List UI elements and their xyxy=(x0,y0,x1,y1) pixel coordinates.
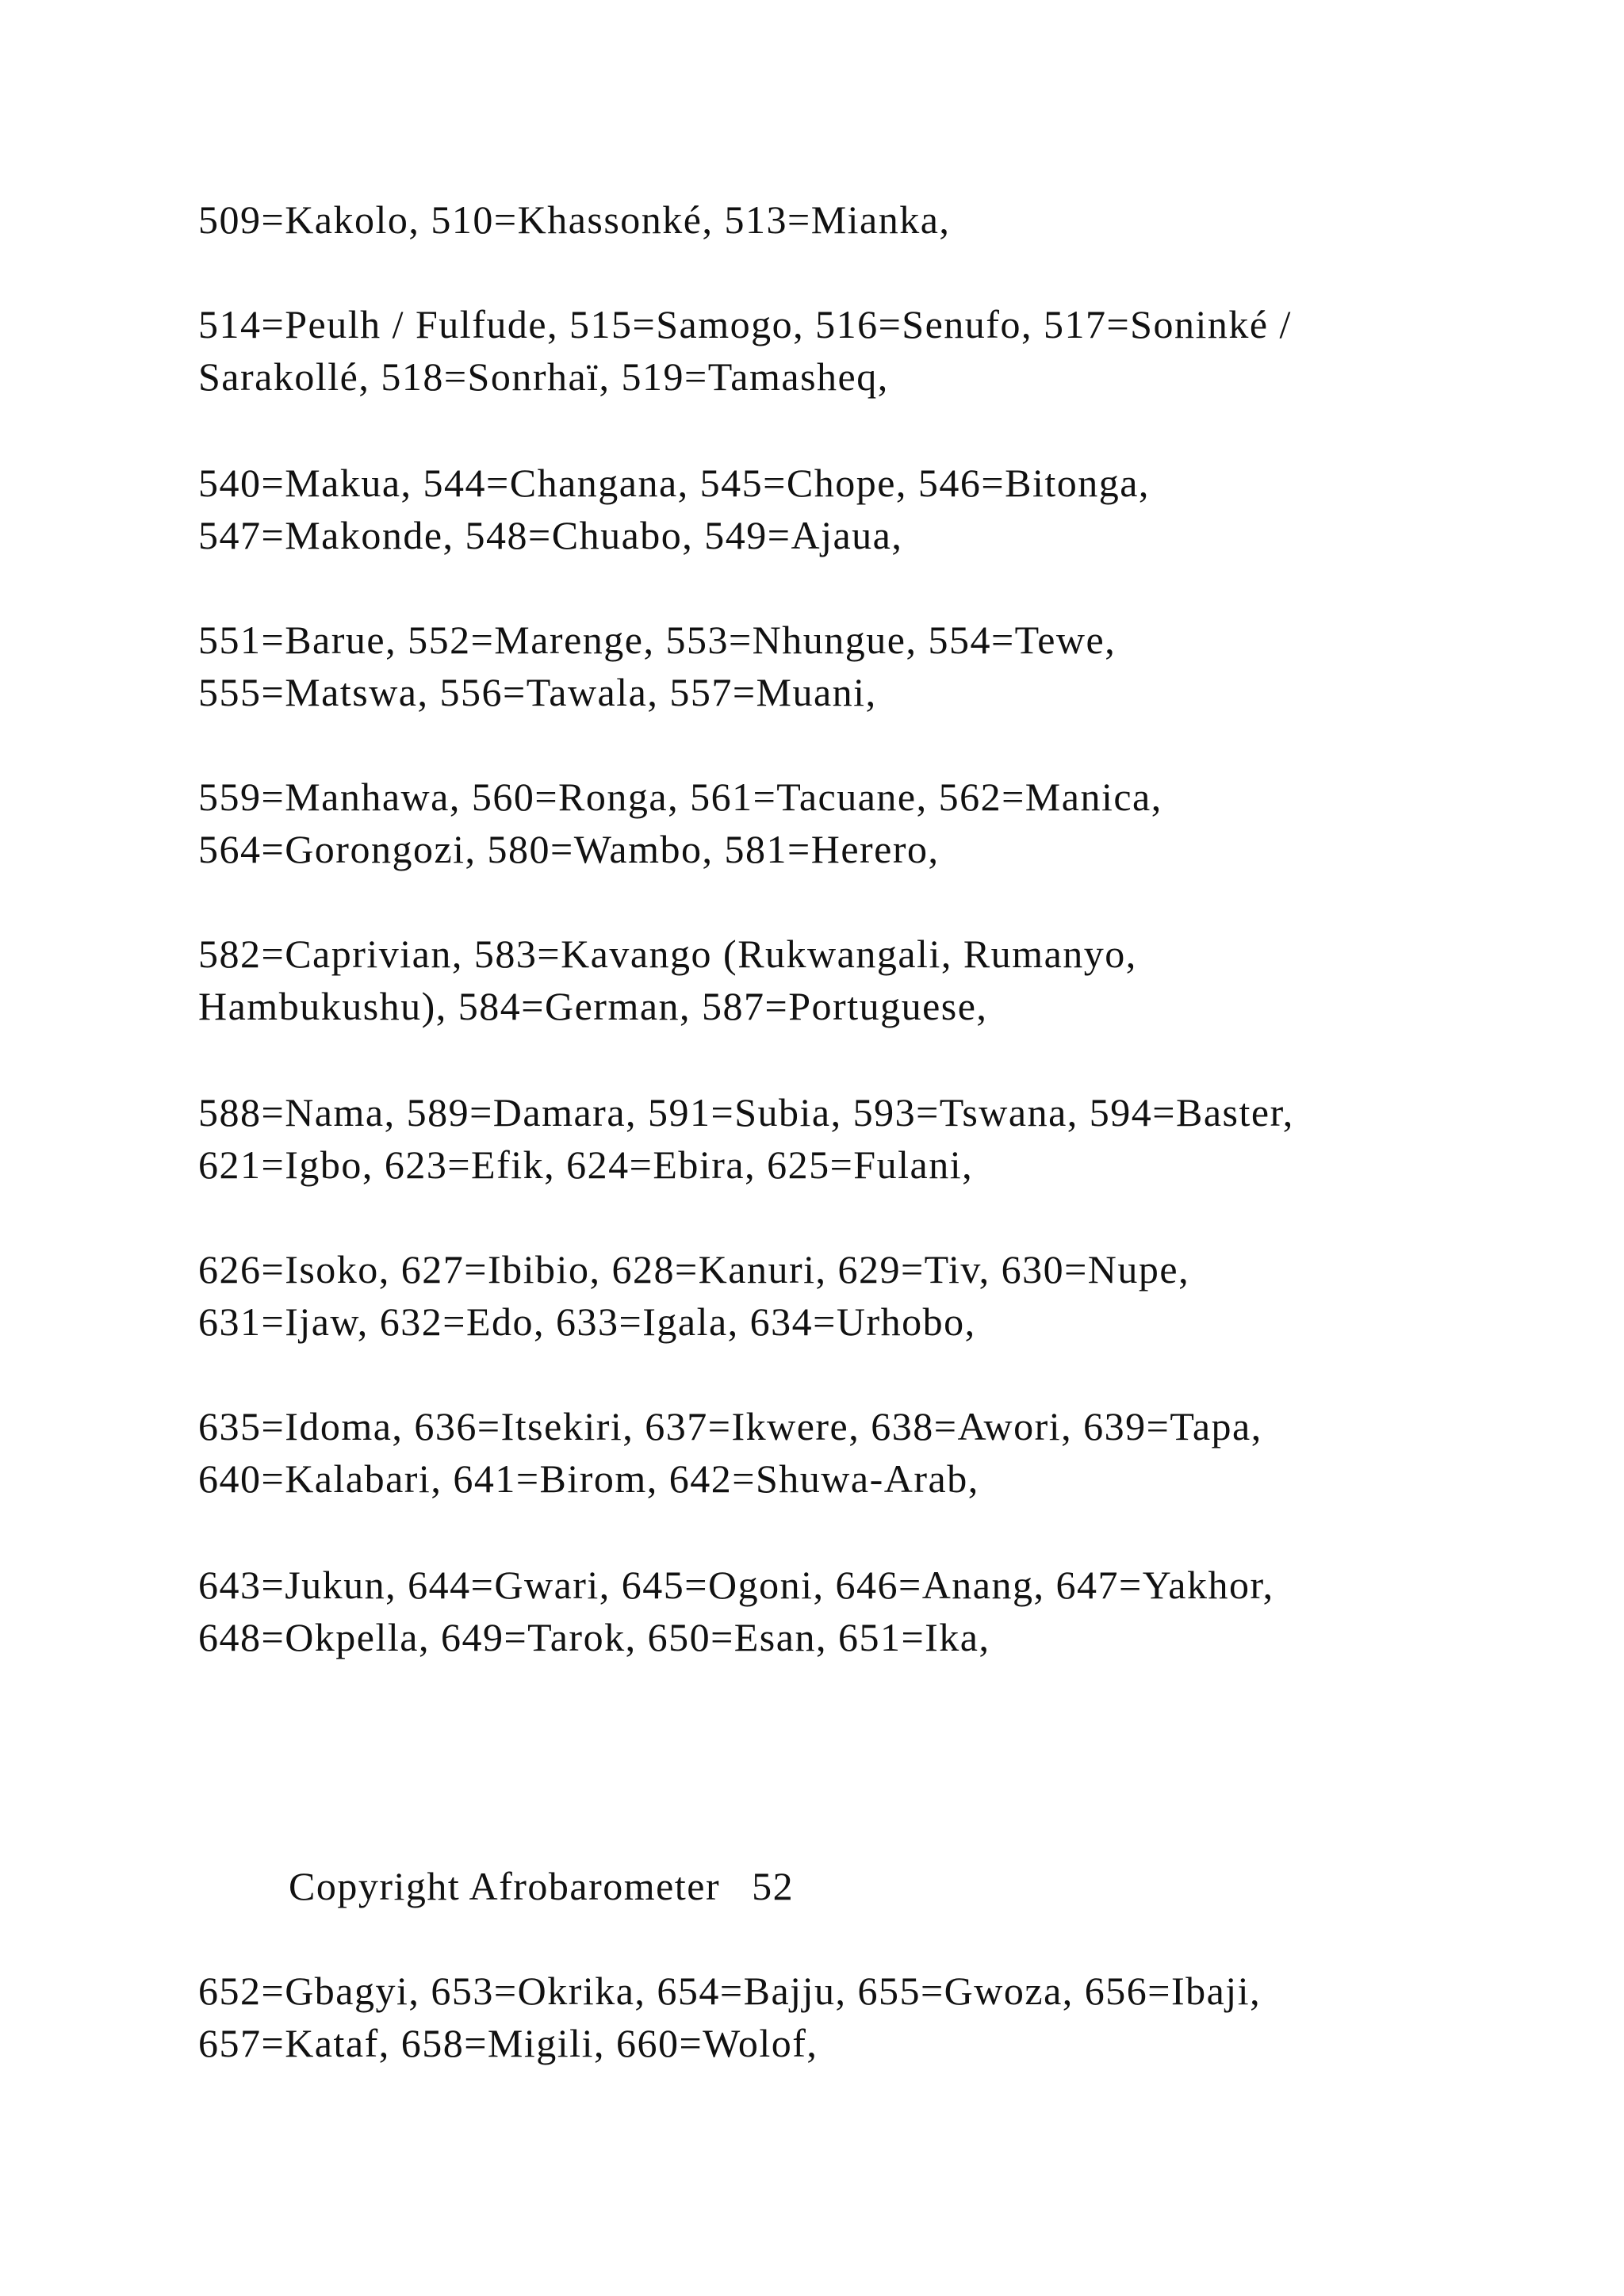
page-number: 52 xyxy=(752,1864,795,1908)
paragraph-codes-514-519 xyxy=(198,298,1435,403)
text-line: 551=Barue, 552=Marenge, 553=Nhungue, 554=Tewe, xyxy=(198,618,1116,662)
text-line: 652=Gbagyi, 653=Okrika, 654=Bajju, 655=Gwoza, 656=Ibaji, xyxy=(198,1969,1262,2013)
text-line: 582=Caprivian, 583=Kavango (Rukwangali, Rumanyo, xyxy=(198,932,1137,976)
paragraph-codes-588-625 xyxy=(198,1086,1435,1191)
paragraph-codes-652-660 xyxy=(198,1965,1435,2069)
text-line: 626=Isoko, 627=Ibibio, 628=Kanuri, 629=Tiv, 630=Nupe, xyxy=(198,1247,1190,1292)
paragraph-codes-582-587 xyxy=(198,928,1435,1032)
paragraph-codes-626-634 xyxy=(198,1243,1435,1348)
paragraph-codes-551-557 xyxy=(198,614,1435,718)
paragraph-codes-559-581 xyxy=(198,771,1435,875)
text-line: 648=Okpella, 649=Tarok, 650=Esan, 651=Ika, xyxy=(198,1615,990,1659)
text-line: 640=Kalabari, 641=Birom, 642=Shuwa-Arab, xyxy=(198,1456,979,1501)
text-line: 657=Kataf, 658=Migili, 660=Wolof, xyxy=(198,2021,818,2065)
text-line: 564=Gorongozi, 580=Wambo, 581=Herero, xyxy=(198,827,940,871)
text-line: Sarakollé, 518=Sonrhaï, 519=Tamasheq, xyxy=(198,354,889,399)
paragraph-codes-509-513 xyxy=(198,193,1435,246)
text-line: 509=Kakolo, 510=Khassonké, 513=Mianka, xyxy=(198,197,951,242)
paragraph-codes-635-642 xyxy=(198,1400,1435,1505)
paragraph-codes-643-651 xyxy=(198,1559,1435,1663)
text-line: 514=Peulh / Fulfude, 515=Samogo, 516=Senufo, 517=Soninké / xyxy=(198,302,1292,346)
text-line: 621=Igbo, 623=Efik, 624=Ebira, 625=Fulani, xyxy=(198,1142,974,1187)
text-line: 631=Ijaw, 632=Edo, 633=Igala, 634=Urhobo, xyxy=(198,1299,976,1344)
copyright-text: Copyright Afrobarometer xyxy=(289,1864,721,1908)
text-line: 643=Jukun, 644=Gwari, 645=Ogoni, 646=Anang, 647=Yakhor, xyxy=(198,1563,1274,1607)
paragraph-codes-540-549 xyxy=(198,457,1435,561)
text-line: 540=Makua, 544=Changana, 545=Chope, 546=Bitonga, xyxy=(198,461,1150,505)
text-line: 635=Idoma, 636=Itsekiri, 637=Ikwere, 638=Awori, 639=Tapa, xyxy=(198,1404,1262,1448)
text-line: 547=Makonde, 548=Chuabo, 549=Ajaua, xyxy=(198,513,903,557)
text-line: 555=Matswa, 556=Tawala, 557=Muani, xyxy=(198,670,877,714)
text-line: 559=Manhawa, 560=Ronga, 561=Tacuane, 562=Manica, xyxy=(198,775,1162,819)
text-line: 588=Nama, 589=Damara, 591=Subia, 593=Tswana, 594=Baster, xyxy=(198,1090,1294,1135)
page-footer xyxy=(289,1860,794,1912)
text-line: Hambukushu), 584=German, 587=Portuguese, xyxy=(198,984,988,1028)
